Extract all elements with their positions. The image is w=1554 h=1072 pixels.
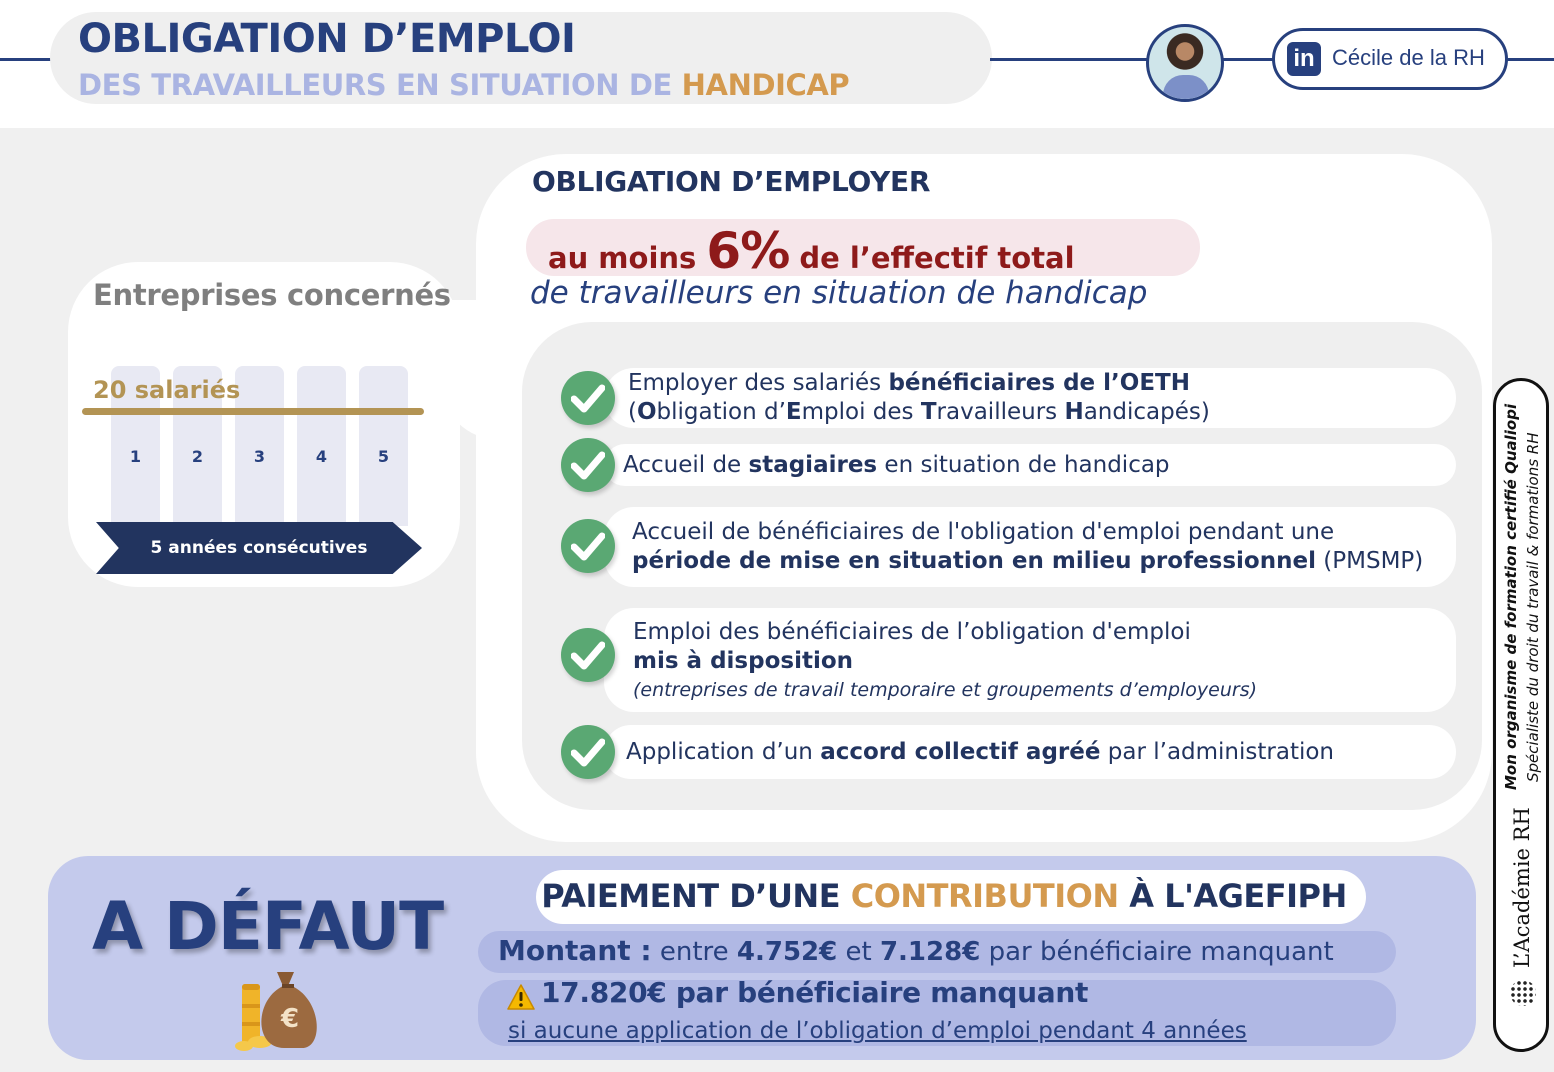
check-icon [561,371,615,425]
linkedin-profile-button[interactable] [1272,28,1508,90]
obligation-title: OBLIGATION D’EMPLOYER [532,165,931,198]
academy-badge-text [1498,400,1546,1040]
year-column-4 [297,366,346,526]
option-oeth-line1-a: Employer des salariés [628,370,889,396]
badge-brand-name: L’Académie RH [1510,807,1534,968]
minimum-requirement [548,222,1075,280]
badge-line-qualiopi: Mon organisme de formation certifié Qualiopi [1502,403,1520,790]
amount-between: entre [651,937,737,967]
amount-and: et [837,937,880,967]
oeth-word-4: andicapés) [1083,399,1210,425]
check-icon [561,519,615,573]
companies-title: Entreprises concernés [93,278,451,312]
oeth-letter-o: O [636,399,657,425]
oeth-letter-h: H [1064,399,1084,425]
oeth-paren: ( [628,399,637,425]
default-heading: A DÉFAUT [92,888,444,965]
option-pmsmp-line1: Accueil de bénéficiaires de l'obligation d'emploi pendant une [632,519,1335,545]
year-number-1: 1 [129,447,142,466]
amount-label: Montant : [498,934,652,967]
option-interns-a: Accueil de [623,452,749,478]
amount-per: par bénéficiaire manquant [980,937,1334,967]
oeth-word-3: ravailleurs [936,399,1065,425]
academy-logo-icon [1510,980,1536,1006]
option-text-agreement [626,738,1334,767]
years-arrow-label: 5 années consécutives [150,538,368,558]
obligation-subtitle: de travailleurs en situation de handicap [530,275,1148,311]
option-oeth-line1 [628,369,1210,398]
option-provision-line2 [633,647,1257,676]
check-icon [561,438,615,492]
year-number-3: 3 [253,447,266,466]
payment-title-prefix: PAIEMENT D’UNE [541,877,851,915]
option-pmsmp-rest: (PMSMP) [1315,548,1424,574]
oeth-letter-e: E [785,399,802,425]
year-column-3 [235,366,284,526]
oeth-word-2: mploi des [801,399,921,425]
oeth-letter-t: T [920,399,937,425]
penalty-amount: 17.820€ par bénéficiaire manquant [541,976,1089,1009]
option-oeth-line1-bold: bénéficiaires de l’OETH [888,370,1190,396]
check-icon [561,628,615,682]
author-name: Cécile de la RH [1332,45,1485,70]
amount-max: 7.128€ [879,937,981,967]
year-column-5 [359,366,408,526]
penalty-condition: si aucune application de l’obligation d’emploi pendant 4 années [508,1018,1247,1044]
money-bag-icon [232,964,322,1054]
warning-icon [506,983,536,1011]
page-subtitle-highlight: HANDICAP [681,68,850,102]
threshold-line [82,408,424,415]
header-rule-right [1505,58,1554,61]
option-text-oeth [628,369,1210,427]
option-oeth-line2 [628,398,1210,427]
option-text-provision [633,618,1257,705]
option-provision-note: (entreprises de travail temporaire et groupements d’employeurs) [633,679,1258,701]
author-avatar [1146,24,1224,102]
page-subtitle [78,68,849,102]
payment-title [536,877,1352,915]
year-number-5: 5 [377,447,390,466]
option-interns-c: en situation de handicap [877,452,1170,478]
check-icon [561,725,615,779]
option-text-pmsmp [632,518,1423,576]
page-title: OBLIGATION D’EMPLOI [78,16,576,62]
header-rule-middle-2 [1222,58,1276,61]
oeth-word-1: bligation d’ [656,399,786,425]
avatar-body [1163,75,1209,102]
page-subtitle-main: DES TRAVAILLEURS EN SITUATION DE [78,68,682,102]
year-number-2: 2 [191,447,204,466]
header-rule-middle [990,58,1150,61]
threshold-label: 20 salariés [93,376,241,404]
option-text-interns [623,451,1170,480]
payment-title-highlight: CONTRIBUTION [850,877,1119,915]
minimum-suffix: de l’effectif total [789,241,1075,275]
amount-min: 4.752€ [736,937,838,967]
linkedin-icon: in [1287,42,1321,76]
money-bag-symbol: € [280,1004,300,1034]
option-provision-line1: Emploi des bénéficiaires de l’obligation d'emploi [633,619,1191,645]
option-provision-bold: mis à disposition [633,648,854,674]
minimum-percentage: 6% [706,222,790,280]
payment-title-suffix: À L'AGEFIPH [1118,877,1347,915]
amount-range [498,934,1334,967]
option-interns-bold: stagiaires [748,452,878,478]
option-agreement-c: par l’administration [1100,739,1335,765]
option-agreement-a: Application d’un [626,739,821,765]
option-agreement-bold: accord collectif agréé [820,739,1101,765]
minimum-prefix: au moins [548,241,707,275]
badge-line-specialty: Spécialiste du droit du travail & formations RH [1524,432,1542,782]
year-number-4: 4 [315,447,328,466]
option-pmsmp-line2 [632,547,1423,576]
option-pmsmp-bold: période de mise en situation en milieu professionnel [632,548,1316,574]
